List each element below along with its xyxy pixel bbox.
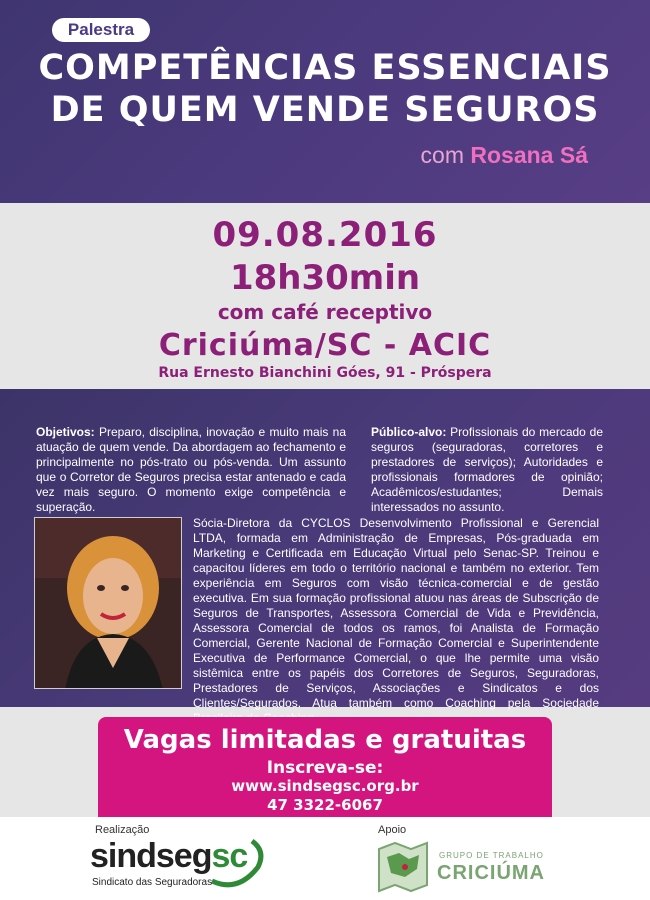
grupo-label: GRUPO DE TRABALHO [439, 851, 544, 860]
registration-url[interactable]: www.sindsegsc.org.br [231, 777, 419, 795]
speaker-portrait-image [35, 518, 182, 689]
header-banner [0, 0, 650, 203]
objectives-paragraph [36, 425, 346, 515]
speaker-photo [34, 517, 182, 689]
apoio-label: Apoio [378, 824, 407, 836]
objectives-text: Preparo, disciplina, inovação e muito mais na atuação de quem vende. Da abordagem ao fechamento e principalmente no pós-trato ou pós-venda. Um assunto que o Corretor de Seguros precisa estar antenado e cada vez mais seguro. O momento exige competência e superação. [36, 425, 346, 514]
speaker-bio: Sócia-Diretora da CYCLOS Desenvolvimento Profissional e Gerencial LTDA, formada em Administração de Empresas, Pós-graduada em Marketing e Certificada em Educação Virtual pelo Senac-SP. Treinou e capacitou líderes em todo o território nacional e também no exterior. Tem experiência em Seguros com visão técnica-comercial e de gestão executiva. Em sua formação profissional atuou nas áreas de Subscrição de Seguros de Transportes, Assessora Comercial de Vida e Previdência, Assessora Comercial de todos os ramos, foi Analista de Formação Comercial, Gerente Nacional de Formação Comercial e Superintendente Executiva de Performance Comercial, o que lhe permite uma visão sistêmica entre os papéis dos Corretores de Seguros, Seguradoras, Prestadores de Serviços, Associações e Sindicatos e dos Clientes/Segurados. Atua também como Coaching pela Sociedade [193, 516, 599, 710]
realizacao-label: Realização [95, 824, 150, 836]
footer-sponsors [0, 817, 650, 900]
audience-text: Profissionais do mercado de seguros (seguradoras, corretores e prestadores de serviços); Autoridades e profissionais formadores de opinião; Acadêmicos/estudantes; Demais interessados no assunto. [371, 425, 603, 514]
event-city: Criciúma/SC - ACIC [158, 328, 492, 363]
registration-headline: Vagas limitadas e gratuitas [123, 725, 527, 755]
audience-label: Público-alvo: [371, 425, 447, 439]
registration-cta: Inscreva-se: [266, 758, 384, 778]
registration-box [98, 717, 552, 817]
title-line-2: DE QUEM VENDE SEGUROS [50, 90, 600, 130]
sindsegsc-subtitle: Sindicato das Seguradoras [92, 877, 213, 888]
audience-paragraph [371, 425, 603, 515]
event-extra: com café receptivo [217, 300, 433, 324]
sindsegsc-swoosh-icon [208, 837, 264, 889]
event-details [0, 203, 650, 389]
byline-prefix: com [420, 142, 464, 168]
objectives-label: Objetivos: [36, 425, 95, 439]
speaker-byline [421, 142, 588, 169]
info-section [0, 389, 650, 710]
registration-phone: 47 3322-6067 [267, 796, 383, 814]
sind-name-a: sindseg [90, 837, 212, 875]
sindsegsc-logo [90, 837, 265, 897]
event-address: Rua Ernesto Bianchini Góes, 91 - Próspera [158, 365, 492, 381]
speaker-name: Rosana Sá [470, 142, 588, 168]
event-date: 09.08.2016 [212, 215, 438, 255]
event-time: 18h30min [229, 258, 421, 298]
grupo-criciuma-logo [375, 839, 565, 897]
grupo-name: CRICIÚMA [437, 862, 545, 884]
map-emblem-icon [375, 839, 431, 895]
event-type-badge: Palestra [52, 18, 150, 42]
sind-name-b: sc [211, 837, 248, 875]
title-line-1: COMPETÊNCIAS ESSENCIAIS [38, 48, 612, 88]
